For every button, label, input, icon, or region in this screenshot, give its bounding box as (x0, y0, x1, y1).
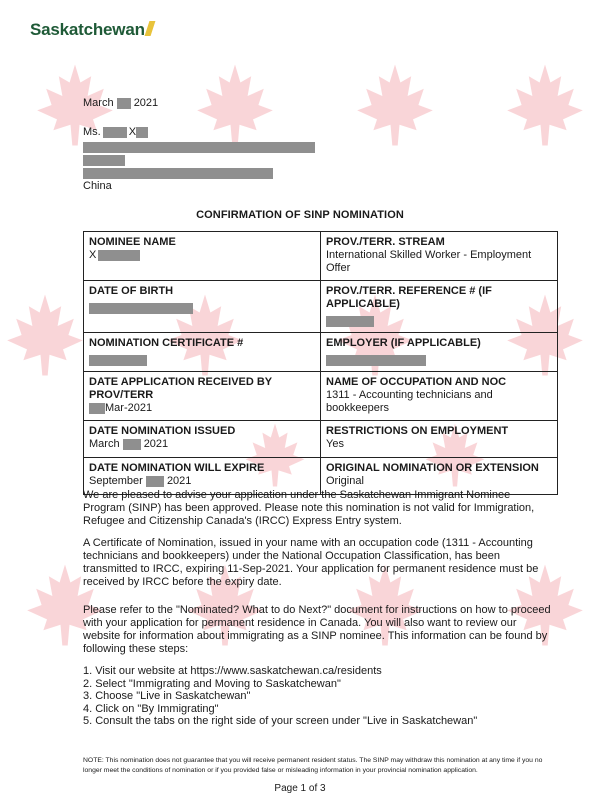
logo-text: Saskatchewan (30, 20, 145, 39)
table-row (84, 333, 558, 372)
certificate-value (89, 354, 315, 367)
salutation-initial: X (128, 126, 137, 138)
stream-label: PROV./TERR. STREAM (326, 236, 445, 248)
date-month: March (83, 97, 114, 109)
received-value (89, 402, 315, 415)
redaction (136, 127, 148, 138)
date-year: 2021 (133, 97, 159, 109)
reference-cell (321, 281, 558, 333)
redacted-address-line (83, 168, 273, 179)
reference-value (326, 315, 552, 328)
redaction (123, 439, 141, 450)
table-row (84, 281, 558, 333)
redacted-address-line (83, 142, 315, 153)
occupation-label: NAME OF OCCUPATION AND NOC (326, 376, 507, 388)
reference-label: PROV./TERR. REFERENCE # (IF APPLICABLE) (326, 285, 492, 310)
stream-value: International Skilled Worker - Employment Offer (326, 249, 532, 274)
redaction (326, 355, 426, 366)
occupation-cell (321, 372, 558, 421)
occupation-value: 1311 - Accounting technicians and bookkeepers (326, 389, 493, 414)
restrictions-label: RESTRICTIONS ON EMPLOYMENT (326, 425, 509, 437)
letter-date (83, 97, 158, 110)
redaction (89, 403, 105, 414)
employer-cell (321, 333, 558, 372)
original-label: ORIGINAL NOMINATION OR EXTENSION (326, 462, 539, 474)
restrictions-value: Yes (326, 438, 344, 450)
issued-month: March (89, 438, 120, 450)
expire-value (89, 475, 315, 488)
table-row (84, 232, 558, 281)
recipient-name (83, 126, 148, 139)
expire-label: DATE NOMINATION WILL EXPIRE (89, 462, 265, 474)
nominee-value (89, 249, 315, 262)
redaction (89, 355, 147, 366)
expire-month: September (89, 475, 143, 487)
employer-value (326, 354, 552, 367)
redaction (103, 127, 127, 138)
table-row (84, 372, 558, 421)
list-item: 1. Visit our website at https://www.saskatchewan.ca/residents (83, 665, 382, 677)
redaction (98, 250, 140, 261)
received-date: Mar-2021 (105, 402, 153, 414)
list-item: 3. Choose "Live in Saskatchewan" (83, 690, 251, 702)
original-value: Original (326, 475, 364, 487)
received-label: DATE APPLICATION RECEIVED BY PROV/TERR (89, 376, 272, 401)
dob-value (89, 302, 315, 315)
logo-wheat-icon (144, 21, 155, 36)
maple-leaf-watermark-icon (0, 290, 90, 380)
received-cell (84, 372, 321, 421)
page-number: Page 1 of 3 (274, 783, 326, 794)
list-item: 4. Click on "By Immigrating" (83, 702, 219, 715)
nominee-label: NOMINEE NAME (89, 236, 176, 248)
table-row (84, 421, 558, 458)
document-title: CONFIRMATION OF SINP NOMINATION (196, 209, 404, 221)
maple-leaf-watermark-icon (500, 60, 590, 150)
issued-cell (84, 421, 321, 458)
recipient-country: China (83, 180, 112, 192)
issued-year: 2021 (143, 438, 169, 450)
redaction (89, 303, 193, 314)
paragraph-certificate: A Certificate of Nomination, issued in your name with an occupation code (1311 - Accounting technicians and bookkeepers) under the National Occupation Classification, has been transmitted to IRCC, expiring 11-Sep-2021. Your application for permanent residence must be received by IRCC before the expiry date. (83, 537, 539, 588)
maple-leaf-watermark-icon (190, 60, 280, 150)
nominee-initial: X (89, 249, 97, 261)
saskatchewan-logo (30, 20, 153, 40)
paragraph-instructions: Please refer to the "Nominated? What to do Next?" document for instructions on how to proceed with your application for permanent residence in Canada. You will also want to review our website for information about immigrating as a SINP nominee. This information can be found by following these steps: (83, 604, 551, 655)
list-item: 2. Select "Immigrating and Moving to Saskatchewan" (83, 677, 341, 690)
redaction (117, 98, 131, 109)
expire-year: 2021 (166, 475, 192, 487)
issued-value (89, 438, 315, 451)
certificate-label: NOMINATION CERTIFICATE # (89, 337, 244, 349)
redacted-address-line (83, 155, 125, 166)
dob-label: DATE OF BIRTH (89, 285, 174, 297)
redaction (326, 316, 374, 327)
redaction (146, 476, 164, 487)
stream-cell (321, 232, 558, 281)
issued-label: DATE NOMINATION ISSUED (89, 425, 236, 437)
nomination-table (83, 231, 558, 495)
restrictions-cell (321, 421, 558, 458)
dob-cell (84, 281, 321, 333)
salutation: Ms. (83, 126, 101, 138)
paragraph-approval: We are pleased to advise your application under the Saskatchewan Immigrant Nominee Program (SINP) has been approved. Please note this nomination is not valid for Immigration, Refugee and Citizenship Canada's (IRCC) Express Entry system. (83, 489, 535, 527)
list-item: 5. Consult the tabs on the right side of your screen under "Live in Saskatchewan" (83, 715, 478, 727)
disclaimer-note: NOTE: This nomination does not guarantee that you will receive permanent resident status. The SINP may withdraw this nomination at any time if you no longer meet the conditions of nomination or if you provided false or misleading information in your provincial nomination application. (83, 757, 543, 774)
nominee-cell (84, 232, 321, 281)
employer-label: EMPLOYER (IF APPLICABLE) (326, 337, 481, 349)
steps-list (83, 665, 553, 728)
maple-leaf-watermark-icon (350, 60, 440, 150)
certificate-cell (84, 333, 321, 372)
